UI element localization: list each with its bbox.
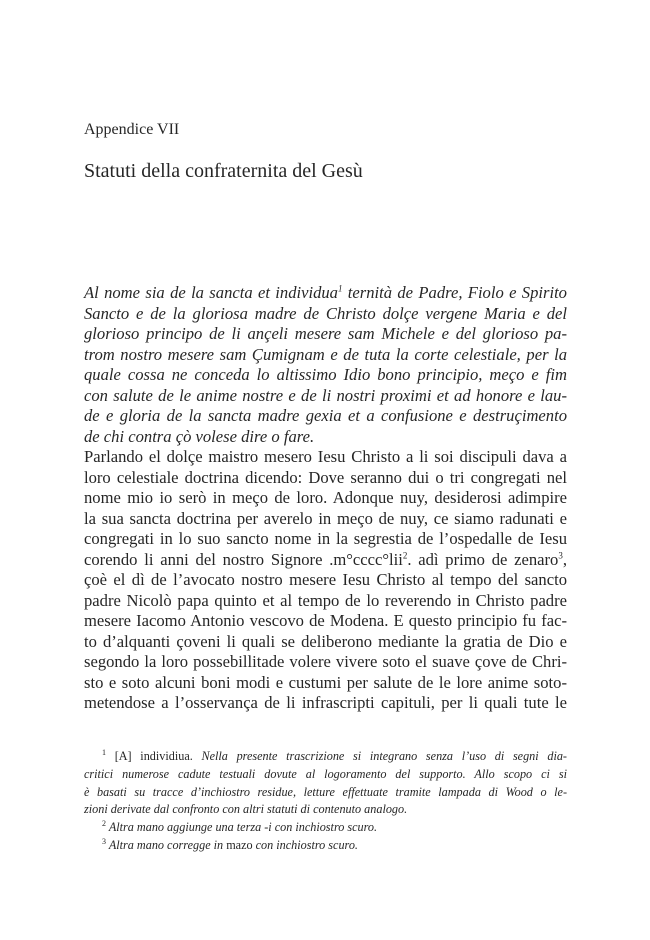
text-line: de chi contra çò volese dire o fare. bbox=[84, 426, 315, 446]
text-line: sto e soto alcuni boni modi e custumi per salute de le lore anime soto- bbox=[84, 672, 567, 692]
text-line: to d’alquanti çoveni li quali se deliberono mediante la gratia de Dio e bbox=[84, 631, 567, 651]
text-line: de e gloria de la sancta madre gexia et a confusione e destruçimento bbox=[84, 406, 567, 425]
text-line: $^3$ Altra mano corregge in mazo con inchiostro scuro. bbox=[102, 836, 358, 852]
text-line: $^1$ [A] individiua. Nella presente trascrizione si integrano senza l’uso di segni dia- bbox=[102, 747, 567, 763]
footnote-ref: 1 bbox=[337, 283, 343, 294]
text-line: Al nome sia de la sancta et individua$^1$ ternità de Padre, Fiolo e Spirito bbox=[84, 283, 567, 302]
statute-paragraph bbox=[84, 447, 567, 714]
text-line: $^2$ Altra mano aggiunge una terza -i con inchiostro scuro. bbox=[102, 819, 378, 835]
text-line: çoè el dì de l’avocato nostro mesere Iesu Christo al tempo del sancto bbox=[84, 570, 567, 589]
main-text bbox=[84, 283, 567, 714]
text-line: è basati su tracce d’inchiostro residue, letture effettuate tramite lampada di Wood o le- bbox=[84, 784, 567, 799]
text-line: padre Nicolò papa quinto et al tempo de lo reverendo in Christo padre bbox=[84, 590, 567, 610]
text-line: mesere Iacomo Antonio vescovo de Modena. E questo principio fu fac- bbox=[84, 611, 567, 630]
text-line: trom nostro mesere sam Çumignam e de tuta la corte celestiale, per la bbox=[84, 344, 567, 364]
text-line: quale cossa ne conceda lo altissimo Idio bono principio, meço e fim bbox=[84, 365, 567, 384]
text-line: loro celestiale doctrina dicendo: Dove seranno dui o tri congregati nel bbox=[84, 467, 567, 487]
footnote-ref: 2 bbox=[402, 549, 408, 560]
invocation-paragraph bbox=[84, 283, 567, 447]
text-line: segondo la loro possebillitade volere vivere soto el suave çove de Chri- bbox=[84, 652, 567, 671]
text-line: metendose a l’osservança de li infrascripti capituli, per li quali tute le bbox=[84, 693, 567, 712]
text-line: nome mio io serò in meço de loro. Adonque nuy, desiderosi adimpire bbox=[84, 488, 567, 507]
footnotes bbox=[84, 748, 567, 855]
text-line: zioni derivate dal confronto con altri statuti di contenuto analogo. bbox=[84, 802, 408, 817]
text-line: Parlando el dolçe maistro mesero Iesu Christo a li soi discipuli dava a bbox=[84, 447, 567, 466]
footnote-1 bbox=[84, 748, 567, 819]
text-line: corendo li anni del nostro Signore .m°cccc°lii$^2$. adì primo de zenaro$^3$, bbox=[84, 549, 568, 569]
text-line: Sancto e de la gloriosa madre de Christo dolçe vergene Maria e del bbox=[84, 303, 567, 323]
text-line: la sua sancta doctrina per averelo in meço de nuy, ce siamo radunati e bbox=[84, 508, 567, 528]
appendix-label: Appendice VII bbox=[84, 121, 180, 138]
text-line: critici numerose cadute testuali dovute al logoramento del supporto. Allo scopo ci si bbox=[84, 766, 567, 781]
footnote-2 bbox=[84, 819, 567, 837]
text-line: congregati in lo suo sancto nome in la segrestia de l’ospedalle de Iesu bbox=[84, 529, 567, 548]
footnote-3 bbox=[84, 837, 567, 855]
text-line: glorioso principo de li ançeli mesere sam Michele e del glorioso pa- bbox=[84, 324, 567, 343]
footnote-ref: 3 bbox=[558, 549, 563, 560]
chapter-title: Statuti della confraternita del Gesù bbox=[84, 160, 363, 182]
text-line: con salute de le anime nostre e de li nostri proximi et ad honore e lau- bbox=[84, 385, 567, 405]
